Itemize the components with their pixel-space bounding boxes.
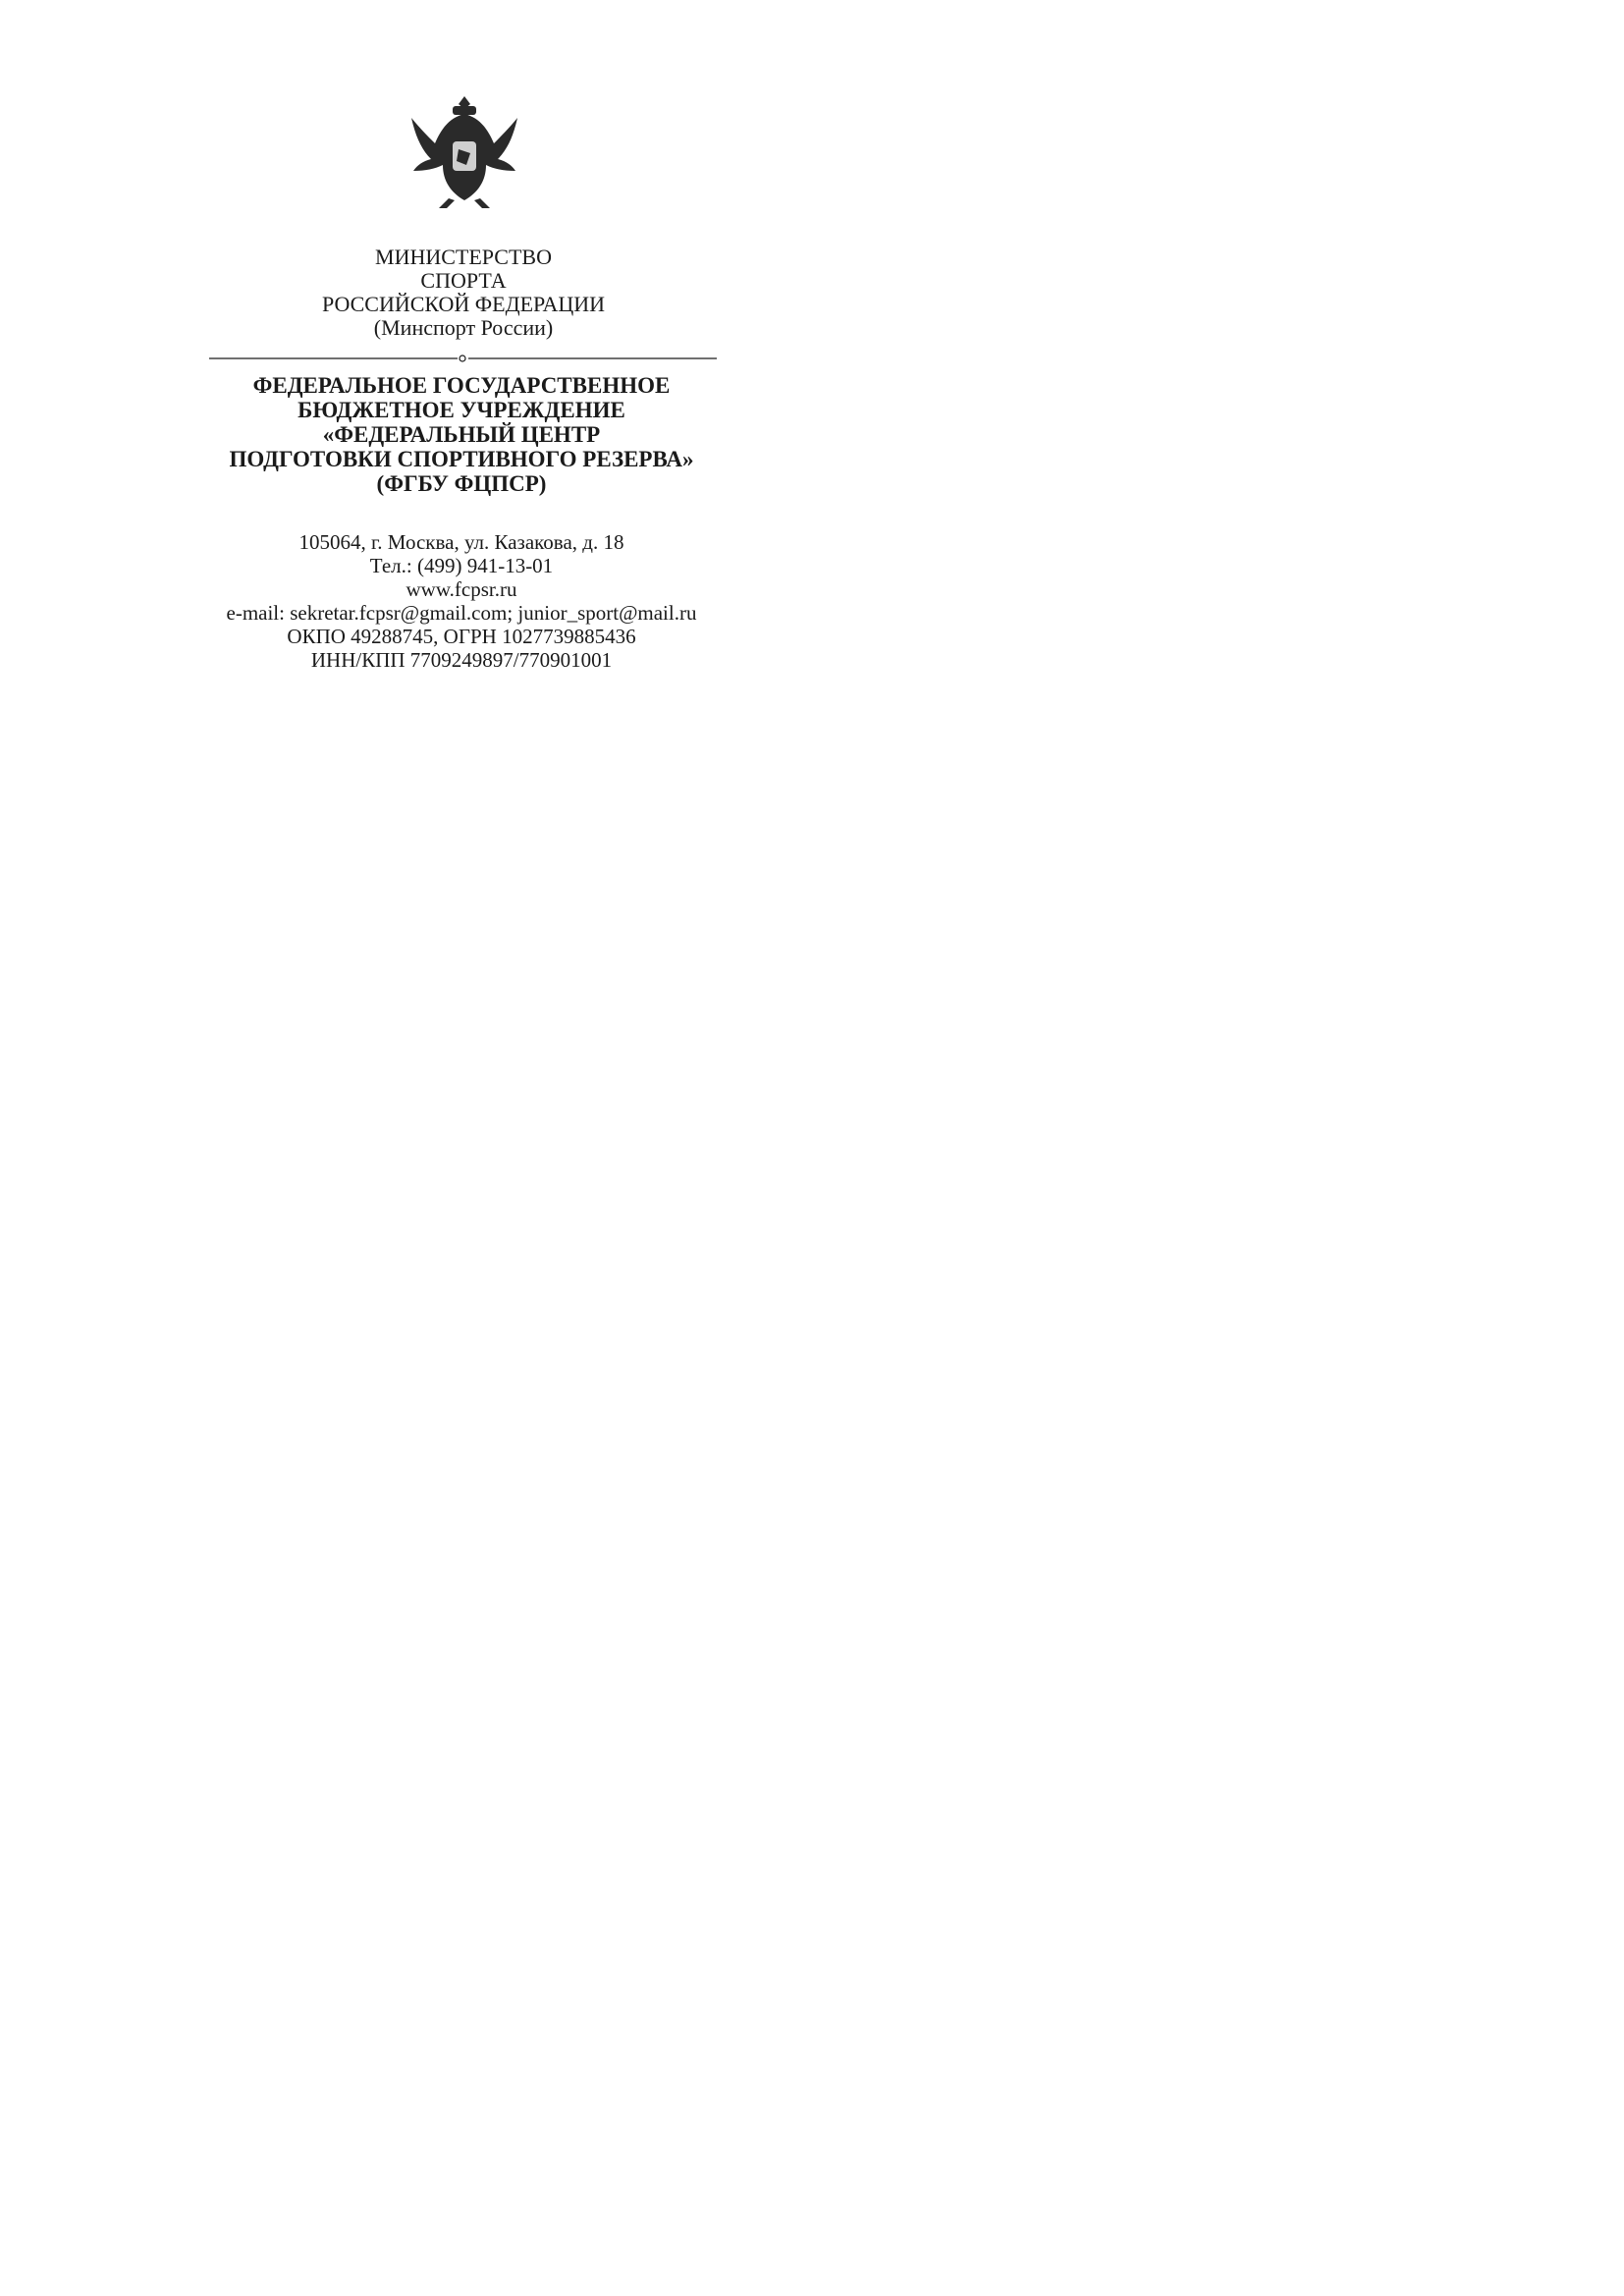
tax-codes: ИНН/КПП 7709249897/770901001 (310, 648, 613, 672)
ministry-name (306, 246, 621, 340)
ministry-line: СПОРТА (420, 268, 507, 293)
organization-contacts (147, 530, 776, 672)
ministry-line: РОССИЙСКОЙ ФЕДЕРАЦИИ (321, 292, 606, 316)
org-line: ПОДГОТОВКИ СПОРТИВНОГО РЕЗЕРВА» (229, 447, 694, 471)
registration-codes: ОКПО 49288745, ОГРН 1027739885436 (287, 625, 636, 648)
org-line: ФЕДЕРАЛЬНОЕ ГОСУДАРСТВЕННОЕ (252, 373, 671, 398)
coat-of-arms-icon (402, 90, 527, 216)
email: e-mail: sekretar.fcpsr@gmail.com; junior_sport@mail.ru (226, 601, 697, 625)
website: www.fcpsr.ru (406, 577, 517, 601)
org-line: (ФГБУ ФЦПСР) (376, 471, 547, 496)
ministry-line: (Минспорт России) (373, 315, 554, 340)
organization-name (147, 373, 776, 496)
ministry-line: МИНИСТЕРСТВО (375, 245, 552, 269)
letterhead-divider (209, 354, 717, 363)
address: 105064, г. Москва, ул. Казакова, д. 18 (298, 530, 624, 554)
org-line: БЮДЖЕТНОЕ УЧРЕЖДЕНИЕ (298, 398, 625, 422)
org-line: «ФЕДЕРАЛЬНЫЙ ЦЕНТР (322, 422, 601, 447)
phone: Тел.: (499) 941-13-01 (369, 554, 554, 577)
